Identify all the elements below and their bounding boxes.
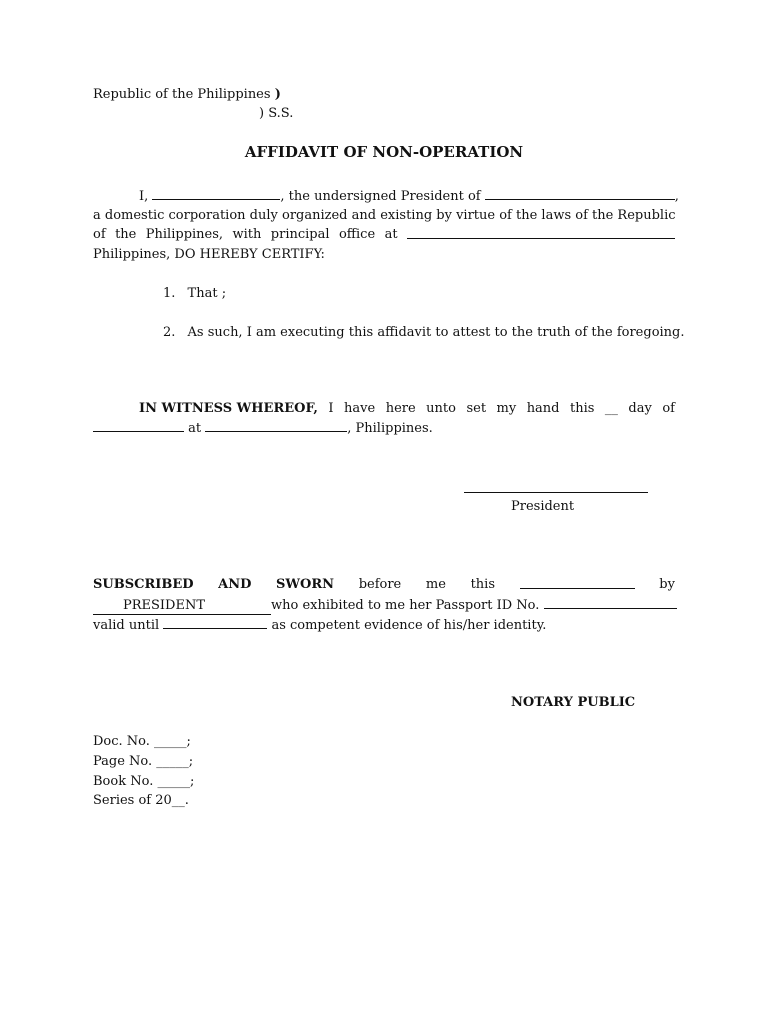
intro-line-2: a domestic corporation duly organized and existing by virtue of the laws of the Republic	[93, 208, 676, 223]
validity-blank[interactable]	[163, 615, 267, 629]
witness-word: set	[466, 401, 487, 416]
witness-word: day	[628, 401, 652, 416]
intro-word: office	[338, 227, 376, 242]
intro-undersigned: , the undersigned President of	[280, 189, 481, 204]
jurat-and: AND	[218, 577, 252, 592]
witness-at: at	[188, 421, 202, 436]
jurat-word: this	[470, 577, 495, 592]
list-item	[163, 284, 226, 304]
office-blank[interactable]	[407, 225, 675, 239]
jurat-evidence: as competent evidence of his/her identity.	[271, 618, 547, 633]
venue-republic-text: Republic of the Philippines	[93, 87, 271, 102]
witness-word: here	[385, 401, 416, 416]
list-item	[163, 323, 685, 343]
date-blank[interactable]	[520, 575, 635, 589]
jurat-subscribed: SUBSCRIBED	[93, 577, 194, 592]
corporation-blank[interactable]	[485, 186, 675, 200]
jurat-word: me	[425, 577, 446, 592]
item-number: 1.	[163, 286, 176, 301]
venue-paren: )	[274, 87, 281, 102]
month-blank[interactable]	[93, 418, 184, 432]
intro-word: the	[115, 227, 137, 242]
record-series: Series of 20__.	[93, 793, 189, 808]
document-title: AFFIDAVIT OF NON-OPERATION	[244, 143, 524, 161]
president-signature-line[interactable]	[464, 492, 648, 493]
intro-word: Philippines,	[145, 227, 224, 242]
affiant-title	[93, 598, 271, 615]
notary-label: NOTARY PUBLIC	[511, 695, 636, 710]
intro-word: with	[232, 227, 262, 242]
witness-line-1	[139, 399, 675, 419]
intro-line-1	[139, 186, 679, 207]
witness-word: I	[328, 401, 334, 416]
intro-word: of	[93, 227, 106, 242]
witness-word: this	[570, 401, 595, 416]
jurat-word: before	[358, 577, 402, 592]
day-blank[interactable]: __	[604, 401, 618, 416]
witness-word: have	[344, 401, 376, 416]
intro-word: at	[384, 227, 398, 242]
record-page: Page No. _____;	[93, 754, 194, 769]
witness-word: unto	[426, 401, 456, 416]
venue-republic	[93, 85, 281, 105]
intro-i: I,	[139, 189, 149, 204]
witness-line-2	[93, 418, 433, 439]
intro-comma: ,	[674, 189, 679, 204]
item-text: As such, I am executing this affidavit to attest to the truth of the foregoing.	[187, 325, 685, 340]
witness-word: of	[662, 401, 675, 416]
venue-ss	[259, 104, 293, 124]
record-doc: Doc. No. _____;	[93, 734, 191, 749]
record-book: Book No. _____;	[93, 774, 195, 789]
passport-blank[interactable]	[544, 595, 677, 609]
jurat-line-3	[93, 615, 546, 636]
name-blank[interactable]	[152, 186, 280, 200]
jurat-line-1	[93, 575, 675, 595]
jurat-president: PRESIDENT	[122, 598, 206, 613]
intro-line-3	[93, 225, 675, 245]
intro-word: principal	[270, 227, 330, 242]
jurat-word: by	[659, 577, 675, 592]
venue-ss-text: ) S.S.	[259, 106, 294, 121]
jurat-valid-until: valid until	[93, 618, 160, 633]
jurat-sworn: SWORN	[276, 577, 335, 592]
item-text: That ;	[187, 286, 227, 301]
witness-word: hand	[526, 401, 560, 416]
place-blank[interactable]	[205, 418, 347, 432]
witness-lead: IN WITNESS WHEREOF,	[139, 401, 318, 416]
jurat-exhibited: who exhibited to me her Passport ID No.	[271, 598, 540, 613]
witness-word: my	[496, 401, 517, 416]
witness-philippines: , Philippines.	[347, 421, 433, 436]
item-number: 2.	[163, 325, 176, 340]
president-label: President	[511, 499, 575, 514]
jurat-line-2	[93, 595, 677, 616]
intro-line-4: Philippines, DO HEREBY CERTIFY:	[93, 247, 325, 262]
